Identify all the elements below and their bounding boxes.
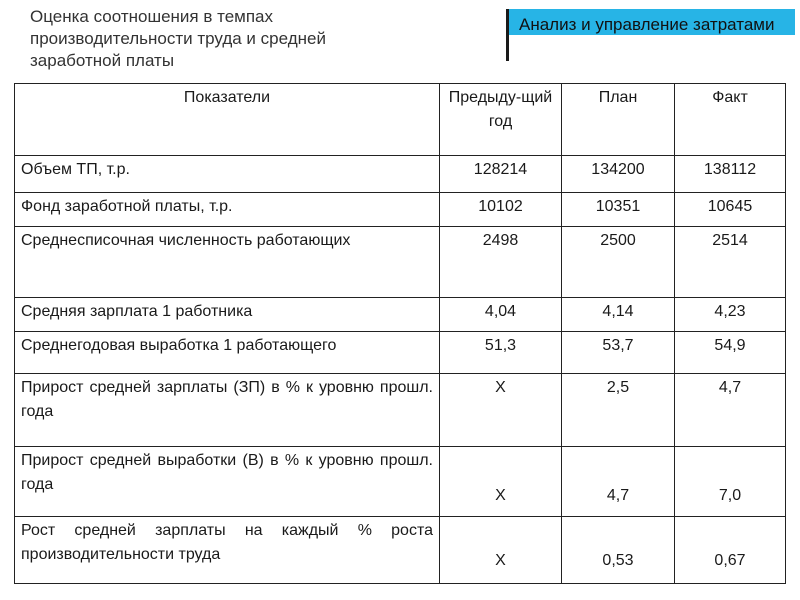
- cell-fact: 0,67: [675, 517, 786, 584]
- table-row: [15, 447, 786, 517]
- cell-plan: 134200: [562, 156, 675, 193]
- cell-previous-year: 128214: [440, 156, 562, 193]
- table-header-row: [15, 84, 786, 156]
- cell-previous-year: Х: [440, 374, 562, 447]
- cell-previous-year: 51,3: [440, 332, 562, 374]
- table-row: [15, 193, 786, 227]
- column-header-indicator: Показатели: [15, 84, 440, 156]
- section-badge-label: Анализ и управление затратами: [519, 15, 775, 34]
- indicators-table: [14, 83, 786, 584]
- cell-fact: 138112: [675, 156, 786, 193]
- cell-plan: 2,5: [562, 374, 675, 447]
- row-label: Фонд заработной платы, т.р.: [15, 193, 440, 227]
- cell-previous-year: Х: [440, 447, 562, 517]
- cell-plan: 2500: [562, 227, 675, 298]
- cell-plan: 0,53: [562, 517, 675, 584]
- page-title: Оценка соотношения в темпах производительности труда и средней заработной платы: [30, 7, 326, 70]
- table-row: [15, 332, 786, 374]
- cell-fact: 4,23: [675, 298, 786, 332]
- column-header-fact: Факт: [675, 84, 786, 156]
- cell-plan: 53,7: [562, 332, 675, 374]
- table-row: [15, 298, 786, 332]
- cell-plan: 4,7: [562, 447, 675, 517]
- cell-fact: 54,9: [675, 332, 786, 374]
- table-row: [15, 374, 786, 447]
- row-label: Объем ТП, т.р.: [15, 156, 440, 193]
- cell-plan: 4,14: [562, 298, 675, 332]
- cell-previous-year: 10102: [440, 193, 562, 227]
- cell-previous-year: 2498: [440, 227, 562, 298]
- column-header-plan: План: [562, 84, 675, 156]
- table-row: [15, 517, 786, 584]
- cell-fact: 4,7: [675, 374, 786, 447]
- cell-fact: 2514: [675, 227, 786, 298]
- cell-plan: 10351: [562, 193, 675, 227]
- row-label: Прирост средней выработки (В) в % к уровню прошл. года: [15, 447, 440, 517]
- cell-previous-year: 4,04: [440, 298, 562, 332]
- row-label: Рост средней зарплаты на каждый % роста производительности труда: [15, 517, 440, 584]
- cell-previous-year: Х: [440, 517, 562, 584]
- row-label: Средняя зарплата 1 работника: [15, 298, 440, 332]
- cell-fact: 7,0: [675, 447, 786, 517]
- column-header-previous-year: Предыду-щий год: [440, 84, 562, 156]
- table-row: [15, 156, 786, 193]
- row-label: Прирост средней зарплаты (ЗП) в % к уровню прошл. года: [15, 374, 440, 447]
- row-label: Среднегодовая выработка 1 работающего: [15, 332, 440, 374]
- section-badge: [506, 9, 795, 61]
- table-row: [15, 227, 786, 298]
- cell-fact: 10645: [675, 193, 786, 227]
- row-label: Среднесписочная численность работающих: [15, 227, 440, 298]
